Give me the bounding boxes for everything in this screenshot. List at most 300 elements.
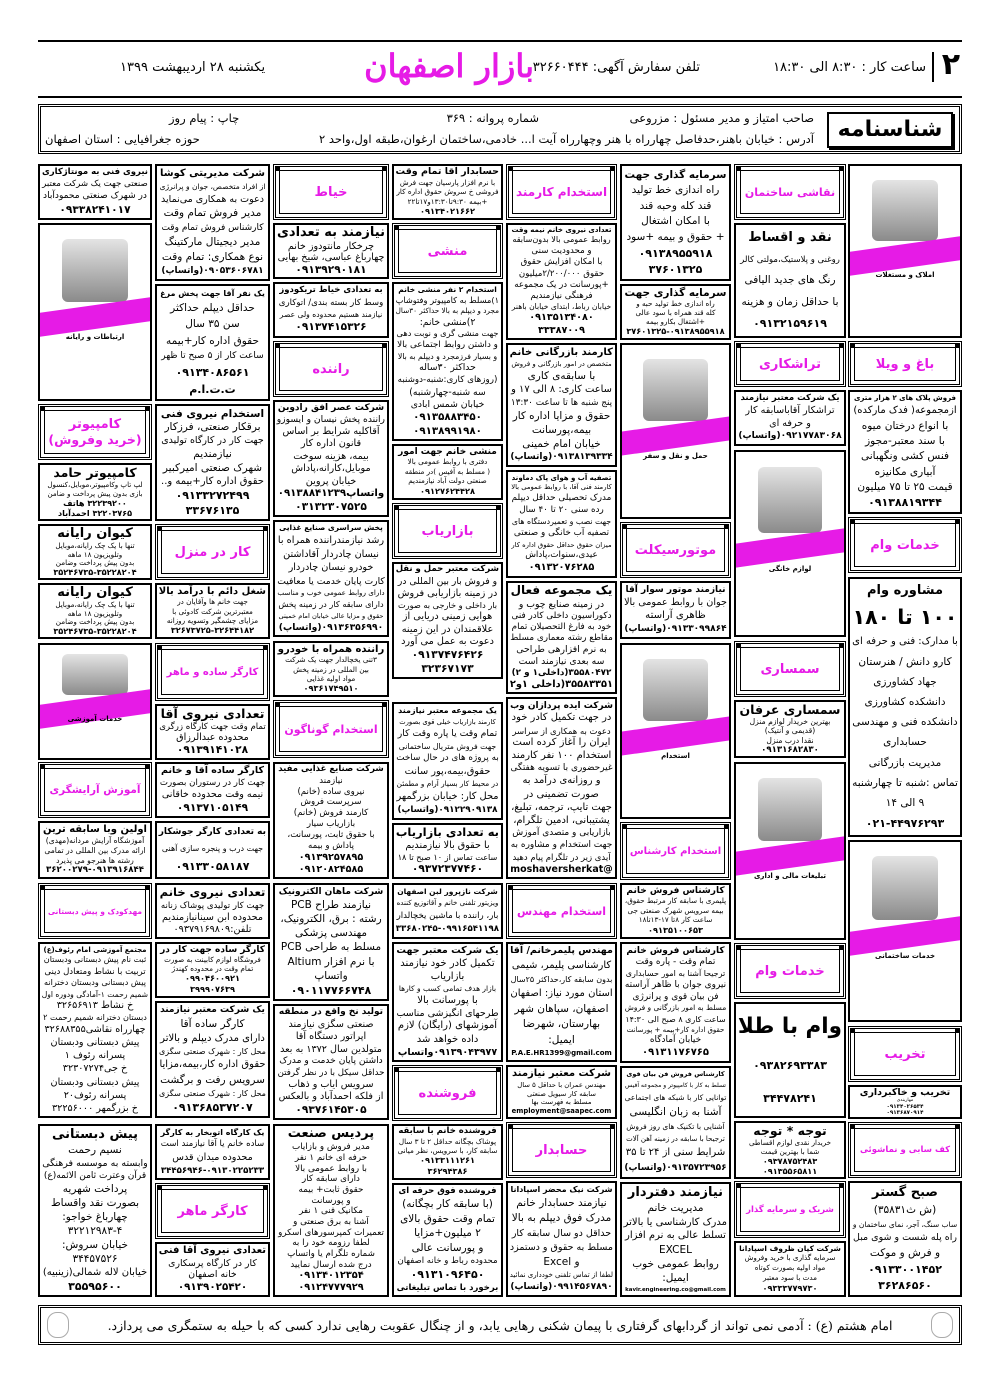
ad-line: +پورسانت در یک مجموعه <box>514 279 609 290</box>
ad-headline: تولید نخ واقع در منطقه <box>278 1007 384 1018</box>
classified-ad[interactable] <box>155 821 270 879</box>
ad-line: حداقل دو سال سابقه کار <box>511 1227 612 1239</box>
ad-phone: kavir.engineering.co@gmail.com <box>625 1286 726 1293</box>
classified-ad[interactable] <box>38 1124 152 1297</box>
ad-line: تنها با یک چک رایانه،موبایل <box>55 599 135 609</box>
ad-phone: ۰۹۹۰۴۶۰۰۹۲۱ <box>185 973 240 984</box>
category-header-c9[interactable] <box>392 503 503 559</box>
classified-ad[interactable] <box>506 1065 617 1119</box>
classified-ad[interactable] <box>273 641 389 697</box>
ad-line: روغنی و پلاستیک،مولتی کالر <box>740 254 840 265</box>
ad-headline: سرمایه گذاری جهت <box>624 287 727 300</box>
classified-ad[interactable] <box>506 1181 617 1297</box>
ad-phone: ۰۹۱۳۸۹۹۱۹۸۰ <box>413 424 482 437</box>
classified-ad[interactable] <box>273 282 389 338</box>
ad-line: و پورسانت <box>311 1195 351 1206</box>
ad-line: خریدار نقدی لوازم اقساطی <box>748 1138 832 1148</box>
classified-ad[interactable] <box>155 284 270 401</box>
banner-title: لوازم خانگی <box>768 565 812 574</box>
ad-line: بهارستان، شهرضا <box>522 1018 601 1031</box>
ad-line: آبیاری مکانیزه <box>874 465 936 478</box>
category-header-c17[interactable] <box>620 822 731 880</box>
ornament-icon <box>47 1312 69 1338</box>
category-header-c10[interactable] <box>155 524 270 580</box>
category-banner-p5 <box>620 643 731 819</box>
ad-headline: تعدادی نیروی خانم نیمه وقت <box>511 226 612 235</box>
ad-line: لطفا رزومه خود را به <box>292 1238 370 1249</box>
category-header-c26[interactable] <box>734 1181 846 1238</box>
ad-headline: توجه * توجه <box>753 1123 827 1139</box>
ad-line: سه بعدی نیازمند است <box>518 655 605 667</box>
classified-ad[interactable] <box>848 390 962 514</box>
ad-headline: نیازمند به تعدادی <box>276 225 385 240</box>
masthead-owner: صاحب امتیاز و مدیر مسئول : مزروعی <box>629 111 814 125</box>
ad-line: پرداخت شهریه <box>62 1182 128 1195</box>
category-label: کارگر ساده و ماهر <box>166 666 259 678</box>
classified-ad[interactable] <box>273 223 389 279</box>
classified-ad[interactable] <box>392 883 503 939</box>
ad-line: ساعت کاری: ۸ الی ۱۷ و <box>511 384 612 396</box>
banner-accent <box>736 836 844 875</box>
ad-phone: ۰۹۱۲۲۹۰۹۱۳۸(واتساپ) <box>397 805 498 816</box>
classified-ad[interactable] <box>620 581 731 639</box>
ad-headline: کارشناس فروش خانم <box>626 886 725 897</box>
ad-line: ثبت نام پیش دبستانی ودبستان <box>43 954 147 965</box>
classified-ad[interactable] <box>273 520 389 637</box>
ad-line: ظاهری آراسته <box>645 610 706 622</box>
ad-line: و فرش و موکت <box>869 1246 941 1259</box>
classified-ad[interactable] <box>155 762 270 818</box>
ad-headline: شرکت ایده پردازان وب <box>510 700 613 711</box>
ad-line: نیمه وقت محدوده خاقانی <box>161 789 264 801</box>
banner-title: استخدام <box>661 751 690 760</box>
ad-line: مکانیک فنی ۱ نفر <box>299 1206 363 1217</box>
category-header-c12[interactable] <box>848 517 962 573</box>
category-header-c3[interactable] <box>273 164 389 220</box>
classified-ad[interactable] <box>848 1085 962 1119</box>
classified-ad[interactable] <box>506 697 617 879</box>
ad-line: جهت کار در رستوران بصورت <box>159 777 266 788</box>
masthead-address: آدرس : خیابان باهنر،حدفاصل چهارراه با هنر وچهارراه آیت ا... خادمی،ساختمان ارغوان،طبقه اول،واحد ۲ <box>319 132 814 146</box>
category-banner-p6 <box>38 643 152 760</box>
category-header-c16[interactable] <box>38 762 152 818</box>
classified-ad[interactable] <box>392 562 503 679</box>
ad-headline: کیوان رایانه <box>57 585 133 600</box>
ad-line: مجرد و دیپلم به بالا حداکثر ۳۰سال <box>395 305 499 315</box>
ad-phone: ۳۳۶۷۶۱۳۵ <box>185 504 240 518</box>
classified-ad[interactable] <box>620 164 731 281</box>
ad-phone: ۰۹۱۳۹۲۵۷۸۹۵ <box>298 851 364 863</box>
ad-line: کله قند همراه با سود عالی <box>635 307 716 317</box>
category-header-c25[interactable] <box>155 1183 270 1239</box>
classified-ad[interactable] <box>38 524 152 580</box>
ad-line: حقوق،بیمه،پور سانت <box>404 766 491 778</box>
classified-ad[interactable] <box>848 577 962 837</box>
category-label: فروشنده <box>418 1085 477 1101</box>
ad-headline: استخدام نیروی فنی <box>160 407 265 420</box>
category-header-c20[interactable] <box>734 943 846 999</box>
ad-phone: ۳۶۲۸۶۵۶۰ <box>878 1279 932 1293</box>
ad-line: پلیمری با سابقه کار مرتبط حقوق، <box>624 896 727 906</box>
ad-line: در زمینه بازاریابی فروش <box>397 588 498 600</box>
ad-phone: ۳۴۴۷۸۲۴۱ <box>763 1091 817 1105</box>
classified-ad[interactable] <box>734 1002 846 1118</box>
ad-line: مقاطع رشته معماری مسلط <box>510 632 613 643</box>
category-header-c22[interactable] <box>392 1065 503 1121</box>
category-header-c23[interactable] <box>506 1122 617 1178</box>
classified-ad[interactable] <box>620 942 731 1063</box>
classified-ad[interactable] <box>734 1121 846 1179</box>
ad-phone: ۰۹۱۳۸۸۱۹۳۴۴ <box>868 496 942 510</box>
ad-line: با حقوق ثابت، پورسانت، <box>287 830 375 841</box>
classified-ad[interactable] <box>155 942 270 998</box>
classified-ad[interactable] <box>155 1124 270 1180</box>
ad-headline: شرکت معتبر نیازمند <box>511 1068 612 1080</box>
ad-phone: ۰۹۳۷۸۷۵۲۴۸۳ <box>762 1155 818 1166</box>
ad-line: نیسان چادردار آقاداشتن <box>283 548 379 560</box>
classified-ad[interactable] <box>392 282 503 441</box>
category-sublabel: (خرید وفروش) <box>48 432 142 447</box>
category-label: مهدکودک و پیش دبستانی <box>47 906 143 916</box>
ad-line: شهرک صنعتی امیرکبیر <box>162 462 263 475</box>
ad-line: ایمیل: <box>548 1033 575 1046</box>
ad-line: ارائه مدرک بین المللی در تمامی <box>44 846 146 856</box>
category-header-c7[interactable] <box>273 341 389 397</box>
ad-phone: ۰۹۱۳۷۴۷۶۴۲۶ <box>411 647 484 661</box>
ad-line: پیش دبستانی ودبستان <box>50 1037 140 1049</box>
ad-phone: ۰۹۹۱۴۵۶۷۸۹۰(واتساپ) <box>510 1281 613 1292</box>
banner-accent <box>850 916 960 955</box>
ad-line: و Excel <box>543 1255 580 1268</box>
ad-line: راه پله شست و شوی مبل <box>853 1232 957 1244</box>
classified-ad[interactable] <box>155 883 270 939</box>
classified-ad[interactable] <box>273 1124 389 1297</box>
ad-line: دکوراسیون داخلی کادر فنی <box>511 610 612 621</box>
classified-ad[interactable] <box>620 883 731 939</box>
category-header-c14[interactable] <box>155 643 270 701</box>
ad-line: شما با بهترین قیمت <box>760 1146 820 1156</box>
ad-headline: وام با طلا <box>737 1013 842 1039</box>
ad-line: سرپرست فروش <box>300 797 362 808</box>
ad-headline: فروشنده فوق حرفه ای <box>398 1185 497 1196</box>
classified-ad[interactable] <box>38 821 152 879</box>
classified-ad[interactable] <box>734 1241 846 1297</box>
ad-line: فروشگاه لوازم کابینت به صورت <box>164 955 261 965</box>
category-header-c4[interactable] <box>392 223 503 279</box>
ad-line: کارشناسی پلیمر، شیمی <box>511 960 612 972</box>
ad-phone: ۰۹۰۵۳۶۰۶۷۸۱(واتساپ) <box>161 265 264 276</box>
category-label: بازاریاب <box>421 523 474 539</box>
ad-line: روابط عمومی بالا بدون‌سابقه <box>512 234 611 245</box>
classified-ad[interactable] <box>620 1182 731 1297</box>
ad-line: حقوق و مزایا عالی خیابان امام خمینی <box>278 611 384 620</box>
banner-title: املاک و مستغلات <box>875 271 935 280</box>
classified-ad[interactable] <box>273 400 389 517</box>
classified-ad[interactable] <box>273 883 389 1001</box>
ad-line: جهاد کشاورزی <box>873 676 937 689</box>
ad-line: دارای سابقه کار <box>302 1174 360 1185</box>
category-banner-p2 <box>38 223 152 401</box>
ad-line: چرخکار مانتودوز خانم <box>287 240 375 252</box>
classified-ad[interactable] <box>38 164 152 220</box>
ad-line: پیش دبستانی ودبستان <box>50 1076 140 1088</box>
ad-phone: ۳۳۳۸۷۰۰۹ <box>538 324 585 336</box>
ad-line: راه اندازی خط تولید <box>631 183 720 196</box>
ad-line: نیازمند هستیم محدوده ولی عصر <box>279 310 383 320</box>
ad-phone: ۰۹۱۳۵۸۸۳۴۵۰ <box>413 411 482 424</box>
ad-headline: نقد و اقساط <box>748 229 832 245</box>
category-header-c21[interactable] <box>848 1026 962 1082</box>
ad-line: راننده پخش نیسان و ایسوزو <box>276 414 385 426</box>
ad-line: آشنایی با تکنیک های روز فروش <box>626 1122 725 1132</box>
classified-ad[interactable] <box>392 444 503 500</box>
ad-line: (با سابقه کار بچگانه) <box>402 1198 493 1211</box>
banner-title: خدمات ساختمانی <box>875 952 935 961</box>
ad-line: آموزشگاه آرایش مردانه(مهدی) <box>45 836 145 846</box>
ad-line: EXCEL <box>659 1243 692 1256</box>
ad-line: دعوت به همکاری از سراسر <box>512 725 611 736</box>
category-header-c11[interactable] <box>620 522 731 578</box>
ad-headline: کارشناس فروش خانم <box>626 945 725 956</box>
ad-line: فرهنگی نیازمندیم <box>530 291 593 302</box>
classified-ad[interactable] <box>620 1066 731 1179</box>
ad-headline: کارمند بازرگانی خانم <box>509 346 613 358</box>
ad-line: ۳۴۴۵۷۵۲۶ <box>72 1252 118 1265</box>
classified-ad[interactable] <box>155 1001 270 1118</box>
ad-line: شمیم رحمت ۱-آمادگی ودوره اول <box>41 989 148 999</box>
ad-line: و داشتن روابط اجتماعی بالا <box>397 340 498 351</box>
ad-line: خ بزرگمهر ۳۲۲۵۶۰۰۰ <box>52 1102 138 1114</box>
banner-illustration-icon <box>872 180 938 241</box>
ad-line: مدرک فوق دیپلم به بالا <box>511 1212 612 1225</box>
ad-phone: ۰۹۱۳۱۰۹۶۴۵۰ <box>410 1267 485 1281</box>
ad-line: با مدارک: فنی و حرفه ای <box>852 636 958 648</box>
ad-line: بصورت نقد واقساط <box>50 1196 140 1209</box>
ad-line: تمام وقت یا پاره وقت کار <box>397 728 498 740</box>
ad-line: تسلط به کار با کامپیوتر و مجموعه آفیس <box>625 1082 726 1090</box>
ad-line: پشتیبانی، ادمین تلگرام، <box>513 815 610 827</box>
ad-phone: ۳۵۲۴۶۷۳۵-۳۵۲۲۸۲۰۴ <box>53 566 137 577</box>
classified-ad[interactable] <box>734 390 846 446</box>
ad-line: ترجیحا با سابقه در زمینه آهن آلات <box>626 1135 725 1144</box>
classified-ad[interactable] <box>392 164 503 220</box>
category-header-c24[interactable] <box>848 1122 962 1178</box>
classified-ad[interactable] <box>155 404 270 521</box>
ad-line: لطفا از تماس تلفنی خودداری نمائید <box>509 1270 613 1279</box>
ad-headline: فروشنده خانم با سابقه <box>398 1126 497 1137</box>
ad-line: بازاریاب <box>430 971 465 983</box>
category-header-c5[interactable] <box>848 341 962 387</box>
classified-ad[interactable] <box>506 470 617 578</box>
ad-phone: P.A.E.HR1399@gmail.com <box>511 1049 612 1058</box>
ad-headline: شرکت عصر افق رادوین <box>277 403 385 414</box>
category-header-c1[interactable] <box>734 164 846 220</box>
banner-illustration-icon <box>643 359 707 421</box>
ad-line: مدیریت بازرگانی <box>868 756 942 769</box>
ad-phone: ۰۹۳۶۱۷۴۹۵۱۰ <box>303 682 359 693</box>
ad-line: با انواع درختان میوه <box>861 419 949 432</box>
ad-headline: یک مجموعه معتبر نیازمند <box>398 706 497 716</box>
header-rule-bottom <box>38 96 962 98</box>
ad-line: خانه اصفهان <box>188 1269 237 1281</box>
footer-quote: امام هشتم (ع) : آدمی نمی تواند از گردابهای گرفتاری با پیمان شکنی رهایی یابد، و از چنگال عقوبت رهایی ندارد کسی که با حیله به ستمگری می پردازد. <box>107 1317 893 1333</box>
ad-line: محل کار : شهرک صنعتی سگزی <box>159 1047 266 1057</box>
category-label: خیاط <box>314 184 348 200</box>
ad-line: صنعتی سگزی نیازمند <box>288 1018 374 1030</box>
category-label: باغ و ویلا <box>875 356 935 372</box>
ad-line: طرحهای انگیزشی مناسب <box>396 1007 499 1019</box>
ad-line: قرآن وعترت ثامن الائمه(ع) <box>43 1170 147 1181</box>
classified-ad[interactable] <box>506 581 617 694</box>
category-header-c15[interactable] <box>273 700 389 758</box>
ad-headline: فروش پلاک های ۲ هزار متری <box>853 394 957 403</box>
ad-line: مسلط به حقوق و دستمزد <box>509 1241 613 1253</box>
classified-ad[interactable] <box>734 700 846 758</box>
ad-headline: شرکت مدیریتی کوشا <box>160 168 265 180</box>
classified-ad[interactable] <box>155 583 270 639</box>
classified-ad[interactable] <box>38 942 152 1118</box>
ad-line: حقوق و مزایا اداره کار <box>512 409 611 422</box>
category-label: تخریب <box>884 1046 926 1062</box>
ad-line: کارو دانش / هنرستان <box>858 655 952 668</box>
category-label: سمساری <box>760 661 820 677</box>
banner-accent <box>622 417 729 456</box>
ad-line: جهت کار در کارگاه تولیدی <box>161 435 264 447</box>
ad-line: خیابان سروش: <box>61 1238 129 1251</box>
ad-line: مدیریت خانم <box>647 1202 704 1215</box>
classified-ad[interactable] <box>392 823 503 879</box>
ad-headline: مهندس پلیمرخانم/ آقا <box>510 945 613 957</box>
classified-ad[interactable] <box>38 463 152 521</box>
classified-ad[interactable] <box>155 164 270 281</box>
ad-line: + حقوق و بیمه +سود <box>626 231 725 244</box>
ad-phone: ۳۹۹۹۰۷۶۳۹ <box>190 983 235 994</box>
category-header-c13[interactable] <box>734 641 846 697</box>
ad-line: بیمه، هزینه سوخت <box>293 450 369 462</box>
ad-line: ساده خانم یا آقا نیازمند است <box>160 1139 265 1150</box>
category-label: استخدام گوناگون <box>284 722 378 736</box>
ad-line: آیدی زیر در تلگرام پیام دهید <box>512 852 611 863</box>
ad-line: مهاربندی <box>896 1097 914 1103</box>
ad-line: حقوق اداره کار،بیمه،مزایا <box>159 1059 266 1071</box>
ad-phone: ۰۹۳۳۳۷۷۹۷۳۰ <box>762 1282 818 1293</box>
ad-phone: ۰۹۱۳۷۴۱۵۳۲۶ <box>295 321 367 334</box>
ad-line: مهندس عمران با حداقل ۵ سال <box>517 1080 606 1089</box>
ad-line: بازی بدون پیش پرداخت و ضامن <box>47 488 143 498</box>
ad-line: در شهرک صنعتی محمودآباد <box>43 191 147 202</box>
ad-line: به پروژه های در حال ساخت <box>396 753 499 764</box>
ad-phone: ۳۵۵۸۰۴۷۲(داخلی۱ و ۲) <box>511 667 612 678</box>
classified-ad[interactable] <box>734 223 846 338</box>
ad-line: ساعت کاری ۸ صبح الی ۱۴:۳۰ <box>625 1014 726 1024</box>
category-header-c18[interactable] <box>38 883 152 939</box>
ad-line: ساعت کار از ۵ صبح تا ظهر <box>161 351 264 362</box>
ad-line: رده سنی ۲۰ تا ۴۰ سال <box>519 505 604 516</box>
ad-line: جهت منشی گری و نوبت دهی <box>396 327 499 338</box>
ad-headline: شرکت ماهان الکترونیک <box>278 886 384 897</box>
classified-ad[interactable] <box>620 284 731 340</box>
ad-line: تلفن:۰۹۳۷۹۱۶۹۸۰۹ <box>173 924 252 936</box>
ad-phone: ۳۵۵۸۳۳۵۱(داخلی ۱و۲ <box>509 678 613 690</box>
ad-headline: مشاوره وام <box>867 582 943 598</box>
classified-ad[interactable] <box>506 223 617 340</box>
ad-line: هوایی زمینی دریایی از <box>402 611 493 623</box>
ad-line: صنعتی جهت یک شرکت معتبر <box>42 179 148 190</box>
ad-line: با امکان افزایش حقوق <box>520 257 603 268</box>
category-banner-p4 <box>734 450 846 637</box>
category-label: آموزش آرایشگری <box>49 784 141 796</box>
classified-ad[interactable] <box>155 1242 270 1297</box>
classified-ad[interactable] <box>155 704 270 760</box>
classified-ad[interactable] <box>506 343 617 467</box>
ad-headline: نیازمند دفتردار <box>627 1184 724 1200</box>
ad-line: بیمه سرویس شهرک صنعتی جی <box>627 905 724 915</box>
ad-phone: ۰۹۱۳۴۰۲۶۵۳۴ <box>886 1103 924 1110</box>
ad-phone: ۳۶۲۰۰۲۷۹-۰۹۱۳۹۱۶۸۴۴ <box>46 865 144 876</box>
classified-ad[interactable] <box>392 1183 503 1297</box>
ad-line: وسط کار بسته بندی/ اتوکاری <box>278 297 384 308</box>
classified-ad[interactable] <box>848 1181 962 1297</box>
ad-line: خیابان امام خمینی <box>522 438 601 451</box>
classified-ad[interactable] <box>273 1004 389 1120</box>
classified-ad[interactable] <box>38 583 152 639</box>
ad-line: درج شده ارسال نمایید <box>290 1259 372 1270</box>
ad-line: با حداقل زمان و هزینه <box>741 295 839 308</box>
ad-line: خود به فارغ التحصیلان تمام <box>511 621 612 632</box>
classified-ad[interactable] <box>392 942 503 1062</box>
ad-line: روابط عمومی خوب <box>632 1258 719 1271</box>
ad-headline: منشی خانم جهت امور <box>398 447 497 458</box>
classified-ad[interactable] <box>392 702 503 820</box>
ad-line: دعوت به عمل می آورد <box>401 636 494 648</box>
ad-line: در جهت تکمیل کادر خود <box>511 712 612 724</box>
ad-phone: ۳۴۴۵۶۹۴۶-۰۹۱۳۰۲۲۵۲۳۳ <box>160 1165 265 1176</box>
ad-line: پیش دبستانی ودبستان دخترانه <box>44 977 146 988</box>
ad-line: تراشکار آقاباسابقه کار <box>745 405 835 417</box>
ad-headline: استخدام ۲ نفر منشی خانم <box>398 284 497 294</box>
ad-line: پنج شنبه ها تا ساعت ۱۳:۳۰ <box>510 397 613 408</box>
category-header-c2[interactable] <box>506 164 617 220</box>
banner-illustration-icon <box>62 654 128 695</box>
banner-illustration-icon <box>643 659 707 721</box>
ad-line: حقوق اداره کار+بیمه <box>166 334 259 347</box>
classified-ad[interactable] <box>392 1124 503 1180</box>
ad-line: فنس کشی ونگهبانی <box>860 450 950 463</box>
category-header-c6[interactable] <box>734 341 846 387</box>
classified-ad[interactable] <box>273 762 389 879</box>
ad-line: تمام وقت جهت کارگاه زرگری <box>159 721 266 732</box>
category-header-c8[interactable] <box>38 404 152 460</box>
ad-line: مدیر فروش و بازایاب <box>292 1142 370 1153</box>
category-header-c19[interactable] <box>506 883 617 939</box>
ad-line: محدوده عبدالرزاق <box>176 732 249 744</box>
ad-line: جهت استخدام و مشاوره به <box>510 840 613 851</box>
ad-line: سابقه کار، با سرویس، نظر میانی <box>397 1146 498 1155</box>
ad-line: خیابان پروین <box>305 475 357 487</box>
ad-phone: ۰۹۱۳۵۱۳۴۰۸۰ <box>529 312 594 324</box>
ad-line: مسلط به طراحی PCB <box>280 941 382 954</box>
ad-headline: تعدادی نیروی آقا فنی <box>158 1245 266 1257</box>
logo: بازار اصفهان <box>364 47 534 85</box>
ad-headline: یک مجموعه فعال <box>510 583 613 598</box>
ad-phone: ۰۹۱۲۰۸۲۴۵۸۵ <box>298 864 364 876</box>
classified-ad[interactable] <box>506 942 617 1062</box>
banner-illustration-icon <box>758 778 823 841</box>
ad-line: پسرانه رئوف۲۰ <box>63 1089 127 1101</box>
ad-line: حداقل سیکل با در نظر گرفتن <box>277 1067 385 1078</box>
ad-headline: تعدادی نیروی خانم <box>159 885 266 900</box>
ad-line: تماس :شنبه تا چهارشنبه <box>852 776 958 789</box>
